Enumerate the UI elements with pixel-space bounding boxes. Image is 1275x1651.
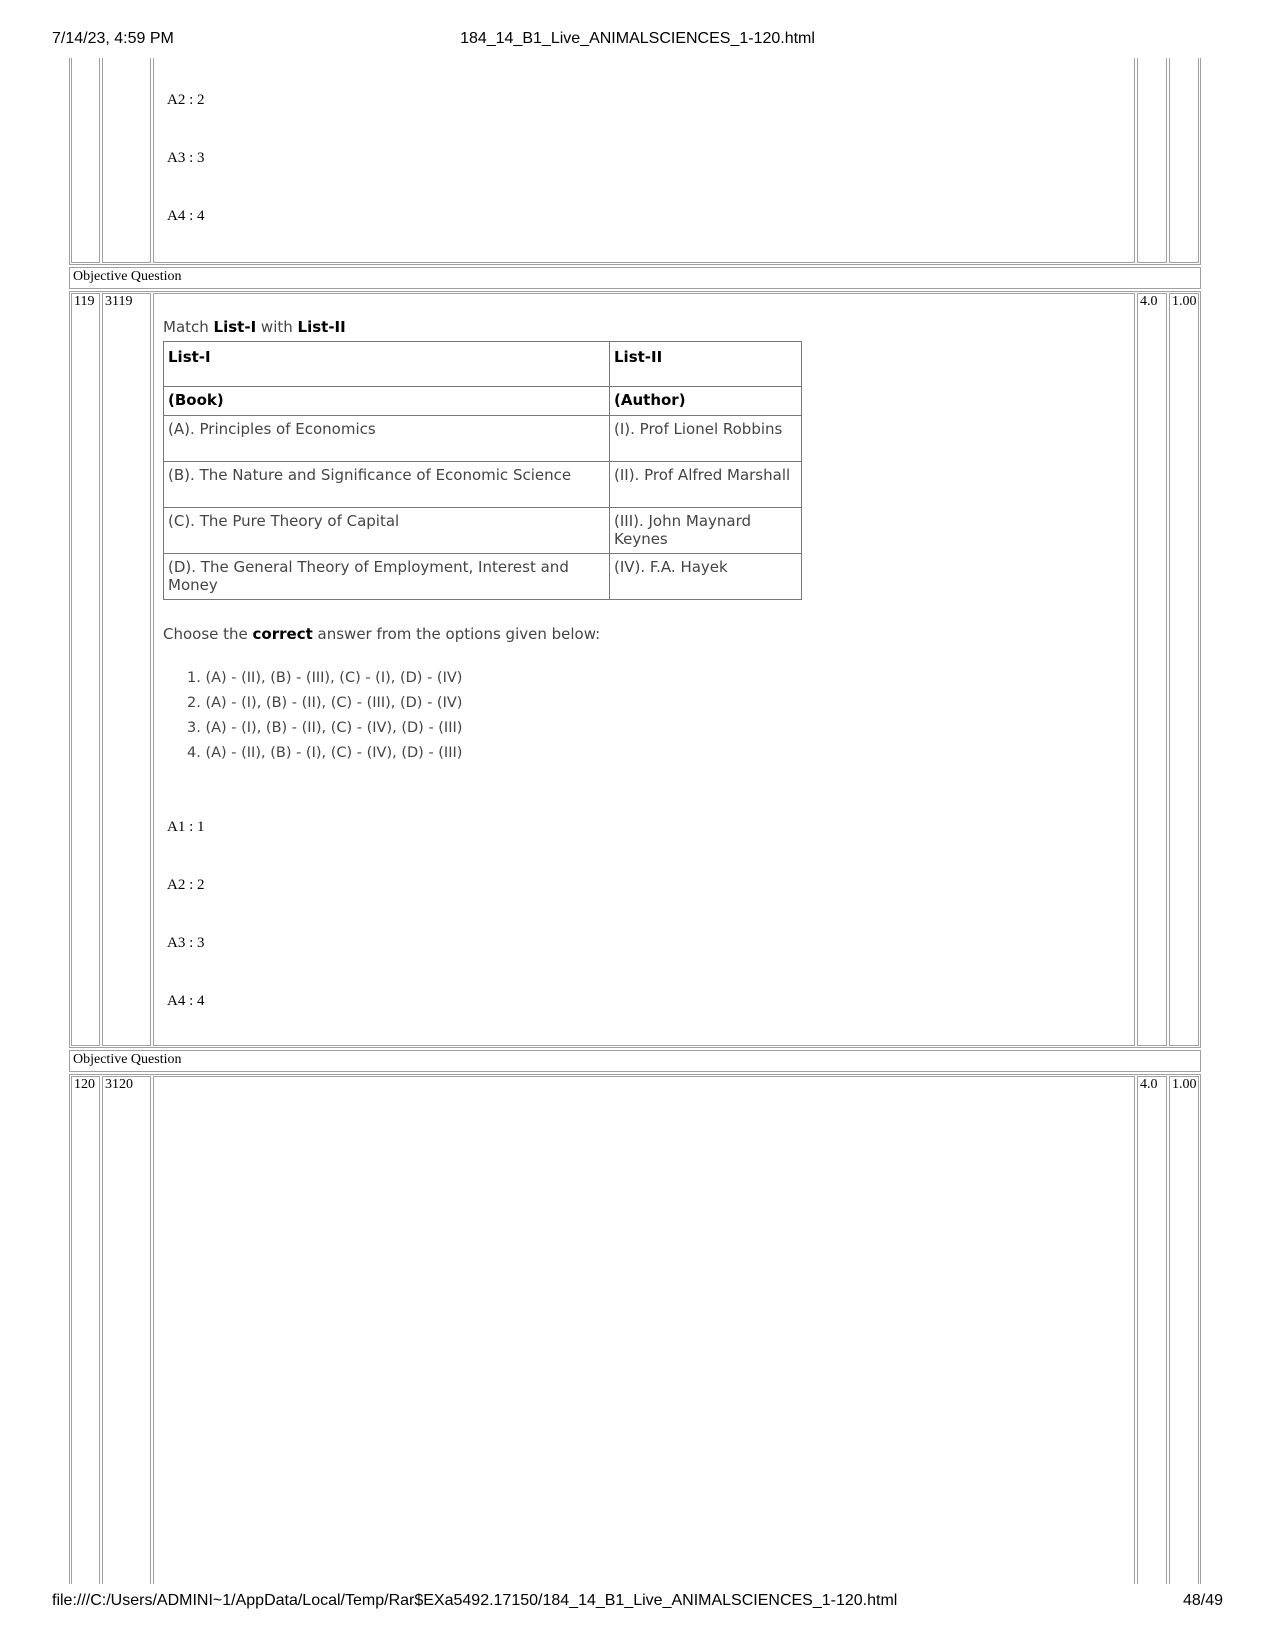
- option-item: 4. (A) - (II), (B) - (I), (C) - (IV), (D) - (III): [187, 745, 463, 761]
- prev-cell-marks: [1137, 58, 1167, 263]
- prev-cell-negative: [1169, 58, 1199, 263]
- q119-instruction: [163, 625, 600, 643]
- q119-intro: [163, 318, 346, 336]
- q120-negative: 1.00: [1172, 1077, 1197, 1092]
- print-datetime: 7/14/23, 4:59 PM: [52, 30, 174, 47]
- q120-cell-id: [102, 1076, 151, 1584]
- q119-cell-number: [71, 293, 100, 1046]
- q120-cell-content: [153, 1076, 1135, 1584]
- table-subheader-author: (Author): [610, 387, 802, 416]
- q119-answer-3: A3 : 3: [167, 935, 205, 951]
- q119-cell-marks: [1137, 293, 1167, 1046]
- table-cell-book: (D). The General Theory of Employment, Interest and Money: [164, 554, 610, 600]
- q119-choose-bold: correct: [252, 625, 313, 643]
- option-item: 2. (A) - (I), (B) - (II), (C) - (III), (D) - (IV): [187, 695, 463, 711]
- q119-intro-list1: List-I: [213, 318, 257, 336]
- table-cell-author: (II). Prof Alfred Marshall: [610, 462, 802, 508]
- section-row-120: [69, 1050, 1201, 1072]
- q119-intro-mid: with: [256, 318, 298, 336]
- prev-answer-3: A3 : 3: [167, 150, 205, 166]
- print-title: 184_14_B1_Live_ANIMALSCIENCES_1-120.html: [460, 30, 815, 47]
- q119-intro-prefix: Match: [163, 318, 214, 336]
- q119-negative: 1.00: [1172, 294, 1197, 309]
- table-header-list2: List-II: [610, 342, 802, 387]
- print-page-number: 48/49: [1182, 1592, 1223, 1609]
- table-cell-book: (A). Principles of Economics: [164, 416, 610, 462]
- prev-cell-number: [71, 58, 100, 263]
- prev-answer-4: A4 : 4: [167, 208, 205, 224]
- q119-options-list: [187, 666, 462, 766]
- match-table: [163, 341, 802, 600]
- q119-intro-list2: List-II: [297, 318, 346, 336]
- option-item: 3. (A) - (I), (B) - (II), (C) - (IV), (D) - (III): [187, 720, 463, 736]
- table-cell-author: (III). John Maynard Keynes: [610, 508, 802, 554]
- table-row: [164, 462, 802, 508]
- q120-id: 3120: [105, 1077, 133, 1092]
- q119-cell-negative: [1169, 293, 1199, 1046]
- q120-cell-negative: [1169, 1076, 1199, 1584]
- table-row: [164, 554, 802, 600]
- section-label-119: Objective Question: [73, 269, 182, 284]
- q120-marks: 4.0: [1140, 1077, 1158, 1092]
- q120-cell-number: [71, 1076, 100, 1584]
- q119-answer-2: A2 : 2: [167, 877, 205, 893]
- section-row-119: [69, 267, 1201, 289]
- q119-answer-1: A1 : 1: [167, 819, 205, 835]
- q119-choose-suffix: answer from the options given below:: [312, 625, 601, 643]
- q119-answer-4: A4 : 4: [167, 993, 205, 1009]
- q120-number: 120: [74, 1077, 95, 1092]
- prev-cell-content: [153, 58, 1135, 263]
- table-subheader-book: (Book): [164, 387, 610, 416]
- q120-cell-marks: [1137, 1076, 1167, 1584]
- option-item: 1. (A) - (II), (B) - (III), (C) - (I), (D) - (IV): [187, 670, 463, 686]
- table-cell-book: (B). The Nature and Significance of Economic Science: [164, 462, 610, 508]
- table-header-list1: List-I: [164, 342, 610, 387]
- prev-cell-id: [102, 58, 151, 263]
- prev-answer-2: A2 : 2: [167, 92, 205, 108]
- table-cell-author: (I). Prof Lionel Robbins: [610, 416, 802, 462]
- q119-id: 3119: [105, 294, 133, 309]
- table-cell-book: (C). The Pure Theory of Capital: [164, 508, 610, 554]
- table-cell-author: (IV). F.A. Hayek: [610, 554, 802, 600]
- q119-choose-prefix: Choose the: [163, 625, 253, 643]
- table-row: [164, 508, 802, 554]
- table-header-row: [164, 342, 802, 387]
- table-row: [164, 416, 802, 462]
- q119-marks: 4.0: [1140, 294, 1158, 309]
- print-file-path: file:///C:/Users/ADMINI~1/AppData/Local/Temp/Rar$EXa5492.17150/184_14_B1_Live_ANIMALSCIENCES_1-120.html: [52, 1592, 898, 1609]
- section-label-120: Objective Question: [73, 1052, 182, 1067]
- q119-cell-id: [102, 293, 151, 1046]
- table-subheader-row: [164, 387, 802, 416]
- q119-number: 119: [74, 294, 95, 309]
